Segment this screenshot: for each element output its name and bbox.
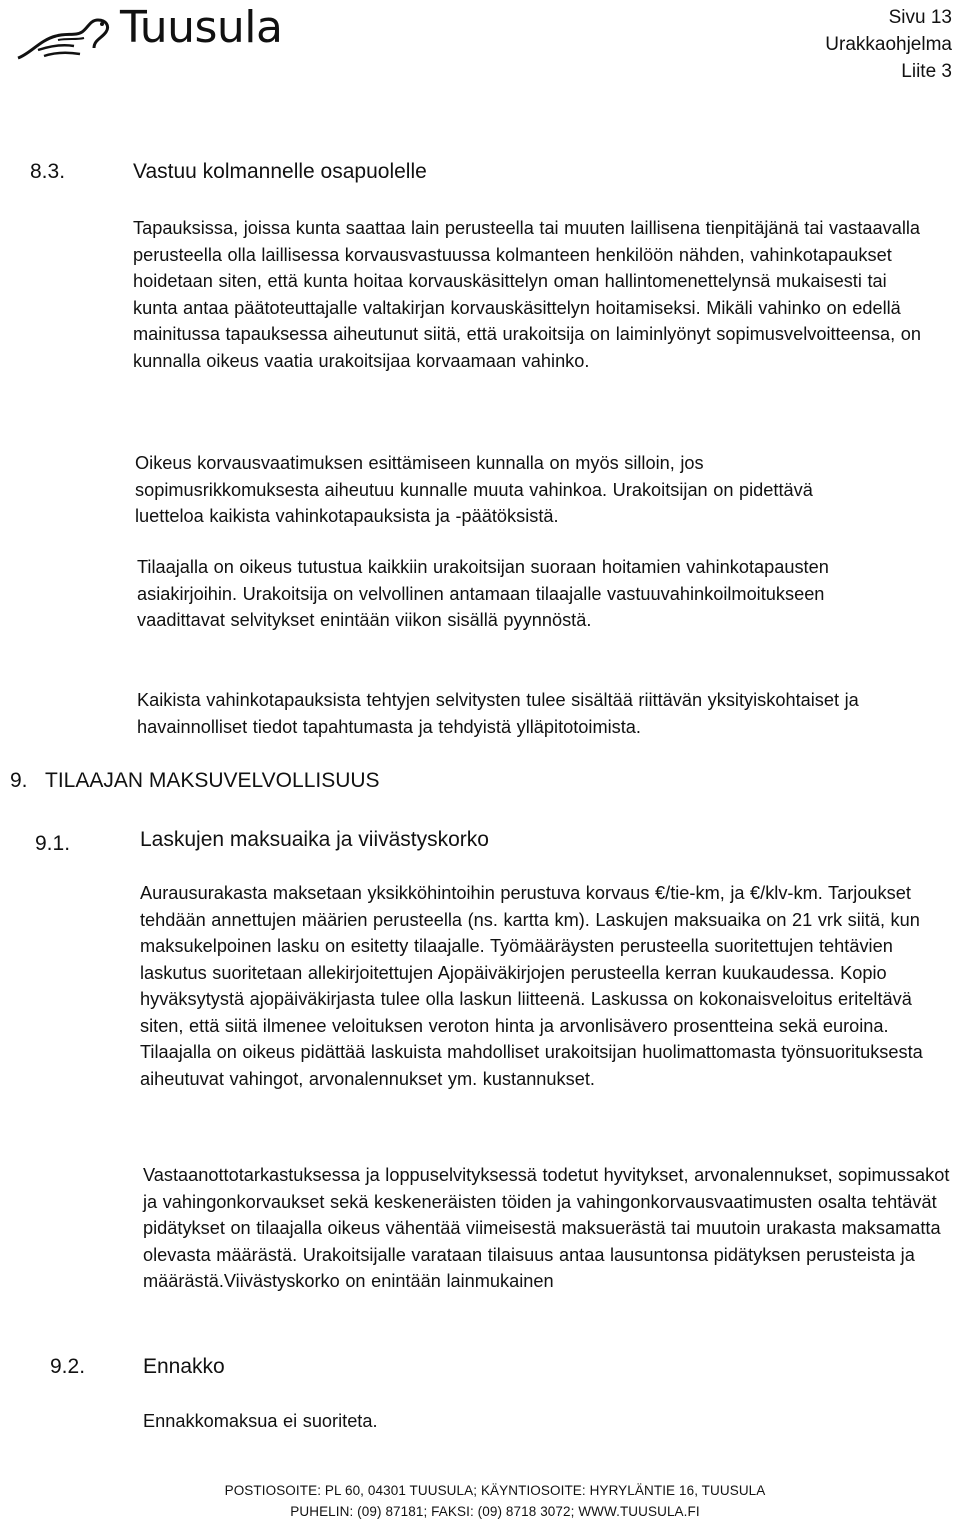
section-9-1-paragraph: Vastaanottotarkastuksessa ja loppuselvityksessä todetut hyvitykset, arvonalennukset, sopimussakot ja vahingonkorvaukset sekä keskeneräisten töiden ja vahingonkorvausvaatimusten osalta tehtävät pidätykset on tilaajalla oikeus vähentää viimeisestä maksuerästä tai muutoin urakasta maksamatta olevasta määrästä. Urakoitsijalle varataan tilaisuus antaa lausuntonsa pidätyksen perusteista ja määrästä.Viivästyskorko on enintään lainmukainen [143, 1165, 950, 1291]
footer-address: POSTIOSOITE: PL 60, 04301 TUUSULA; KÄYNTIOSOITE: HYRYLÄNTIE 16, TUUSULA [224, 1483, 766, 1498]
document-title: Urakkaohjelma [825, 34, 952, 55]
section-8-3-paragraph: Kaikista vahinkotapauksista tehtyjen selvitysten tulee sisältää riittävän yksityiskohtaiset ja havainnolliset tiedot tapahtumasta ja tehdyistä ylläpitotoimista. [137, 690, 859, 737]
attachment-label: Liite 3 [901, 61, 952, 82]
tuusula-logo [10, 2, 310, 72]
footer-contact: PUHELIN: (09) 87181; FAKSI: (09) 8718 3072; WWW.TUUSULA.FI [290, 1504, 700, 1519]
section-9-2-title: Ennakko [143, 1355, 225, 1378]
section-8-3-title: Vastuu kolmannelle osapuolelle [133, 160, 427, 183]
section-9-title: TILAAJAN MAKSUVELVOLLISUUS [45, 769, 380, 792]
swan-logo-icon [10, 10, 120, 65]
section-8-3-paragraph: Tapauksissa, joissa kunta saattaa lain perusteella tai muuten laillisena tienpitäjänä tai vastaavalla perusteella olla laillisessa korvausvastuussa kolmanteen henkilöön nähden, vahinkotapaukset hoidetaan siten, että kunta hoitaa korvauskäsittelyn oman hallintomenettelynsä mukaisesti tai kunta antaa päätoteuttajalle valtakirjan korvauskäsittelyn hoitamiseksi. Mikäli vahinko on edellä mainitussa tapauksessa aiheutunut siitä, että urakoitsija on laiminlyönyt sopimusvelvoitteensa, on kunnalla oikeus vaatia urakoitsijaa korvaamaan vahinko. [133, 218, 922, 371]
section-8-3-paragraph: Tilaajalla on oikeus tutustua kaikkiin urakoitsijan suoraan hoitamien vahinkotapausten asiakirjoihin. Urakoitsija on velvollinen antamaan tilaajalle vastuuvahinkoilmoitukseen vaadittavat selvitykset enintään viikon sisällä pyynnöstä. [137, 557, 829, 630]
section-9-2-number: 9.2. [50, 1355, 86, 1378]
logo-text: Tuusula [120, 2, 283, 53]
section-8-3-number: 8.3. [30, 160, 66, 183]
section-9-2-paragraph: Ennakkomaksua ei suoriteta. [143, 1411, 378, 1431]
section-9-1-number: 9.1. [35, 832, 71, 855]
section-9-1-paragraph: Aurausurakasta maksetaan yksikköhintoihin perustuva korvaus €/tie-km, ja €/klv-km. Tarjoukset tehdään annettujen määrien perusteella (ns. kartta km). Laskujen maksuaika on 21 vrk siitä, kun maksukelpoinen lasku on esitetty tilaajalle. Työmääräysten perusteella suoritettujen tehtävien laskutus suoritetaan allekirjoitettujen Ajopäiväkirjojen perusteella kerran kuukaudessa. Kopio hyväksytystä ajopäiväkirjasta tulee olla laskun liitteenä. Laskussa on kokonaisveloitus eriteltävä siten, että siitä ilmenee veloituksen veroton hinta ja arvonlisävero prosentteina sekä euroina. Tilaajalla on oikeus pidättää laskuista mahdolliset urakoitsijan huolimattomasta työnsuorituksesta aiheutuvat vahingot, arvonalennukset ym. kustannukset. [140, 883, 923, 1089]
section-9-1-title: Laskujen maksuaika ja viivästyskorko [140, 828, 489, 851]
page-footer [0, 1480, 960, 1522]
page-header-info [825, 4, 952, 85]
section-9-number: 9. [10, 769, 28, 792]
page-number: Sivu 13 [888, 7, 952, 28]
section-8-3-paragraph: Oikeus korvausvaatimuksen esittämiseen kunnalla on myös silloin, jos sopimusrikkomuksesta aiheutuu kunnalle muuta vahinkoa. Urakoitsijan on pidettävä luetteloa kaikista vahinkotapauksista ja -päätöksistä. [135, 453, 813, 526]
